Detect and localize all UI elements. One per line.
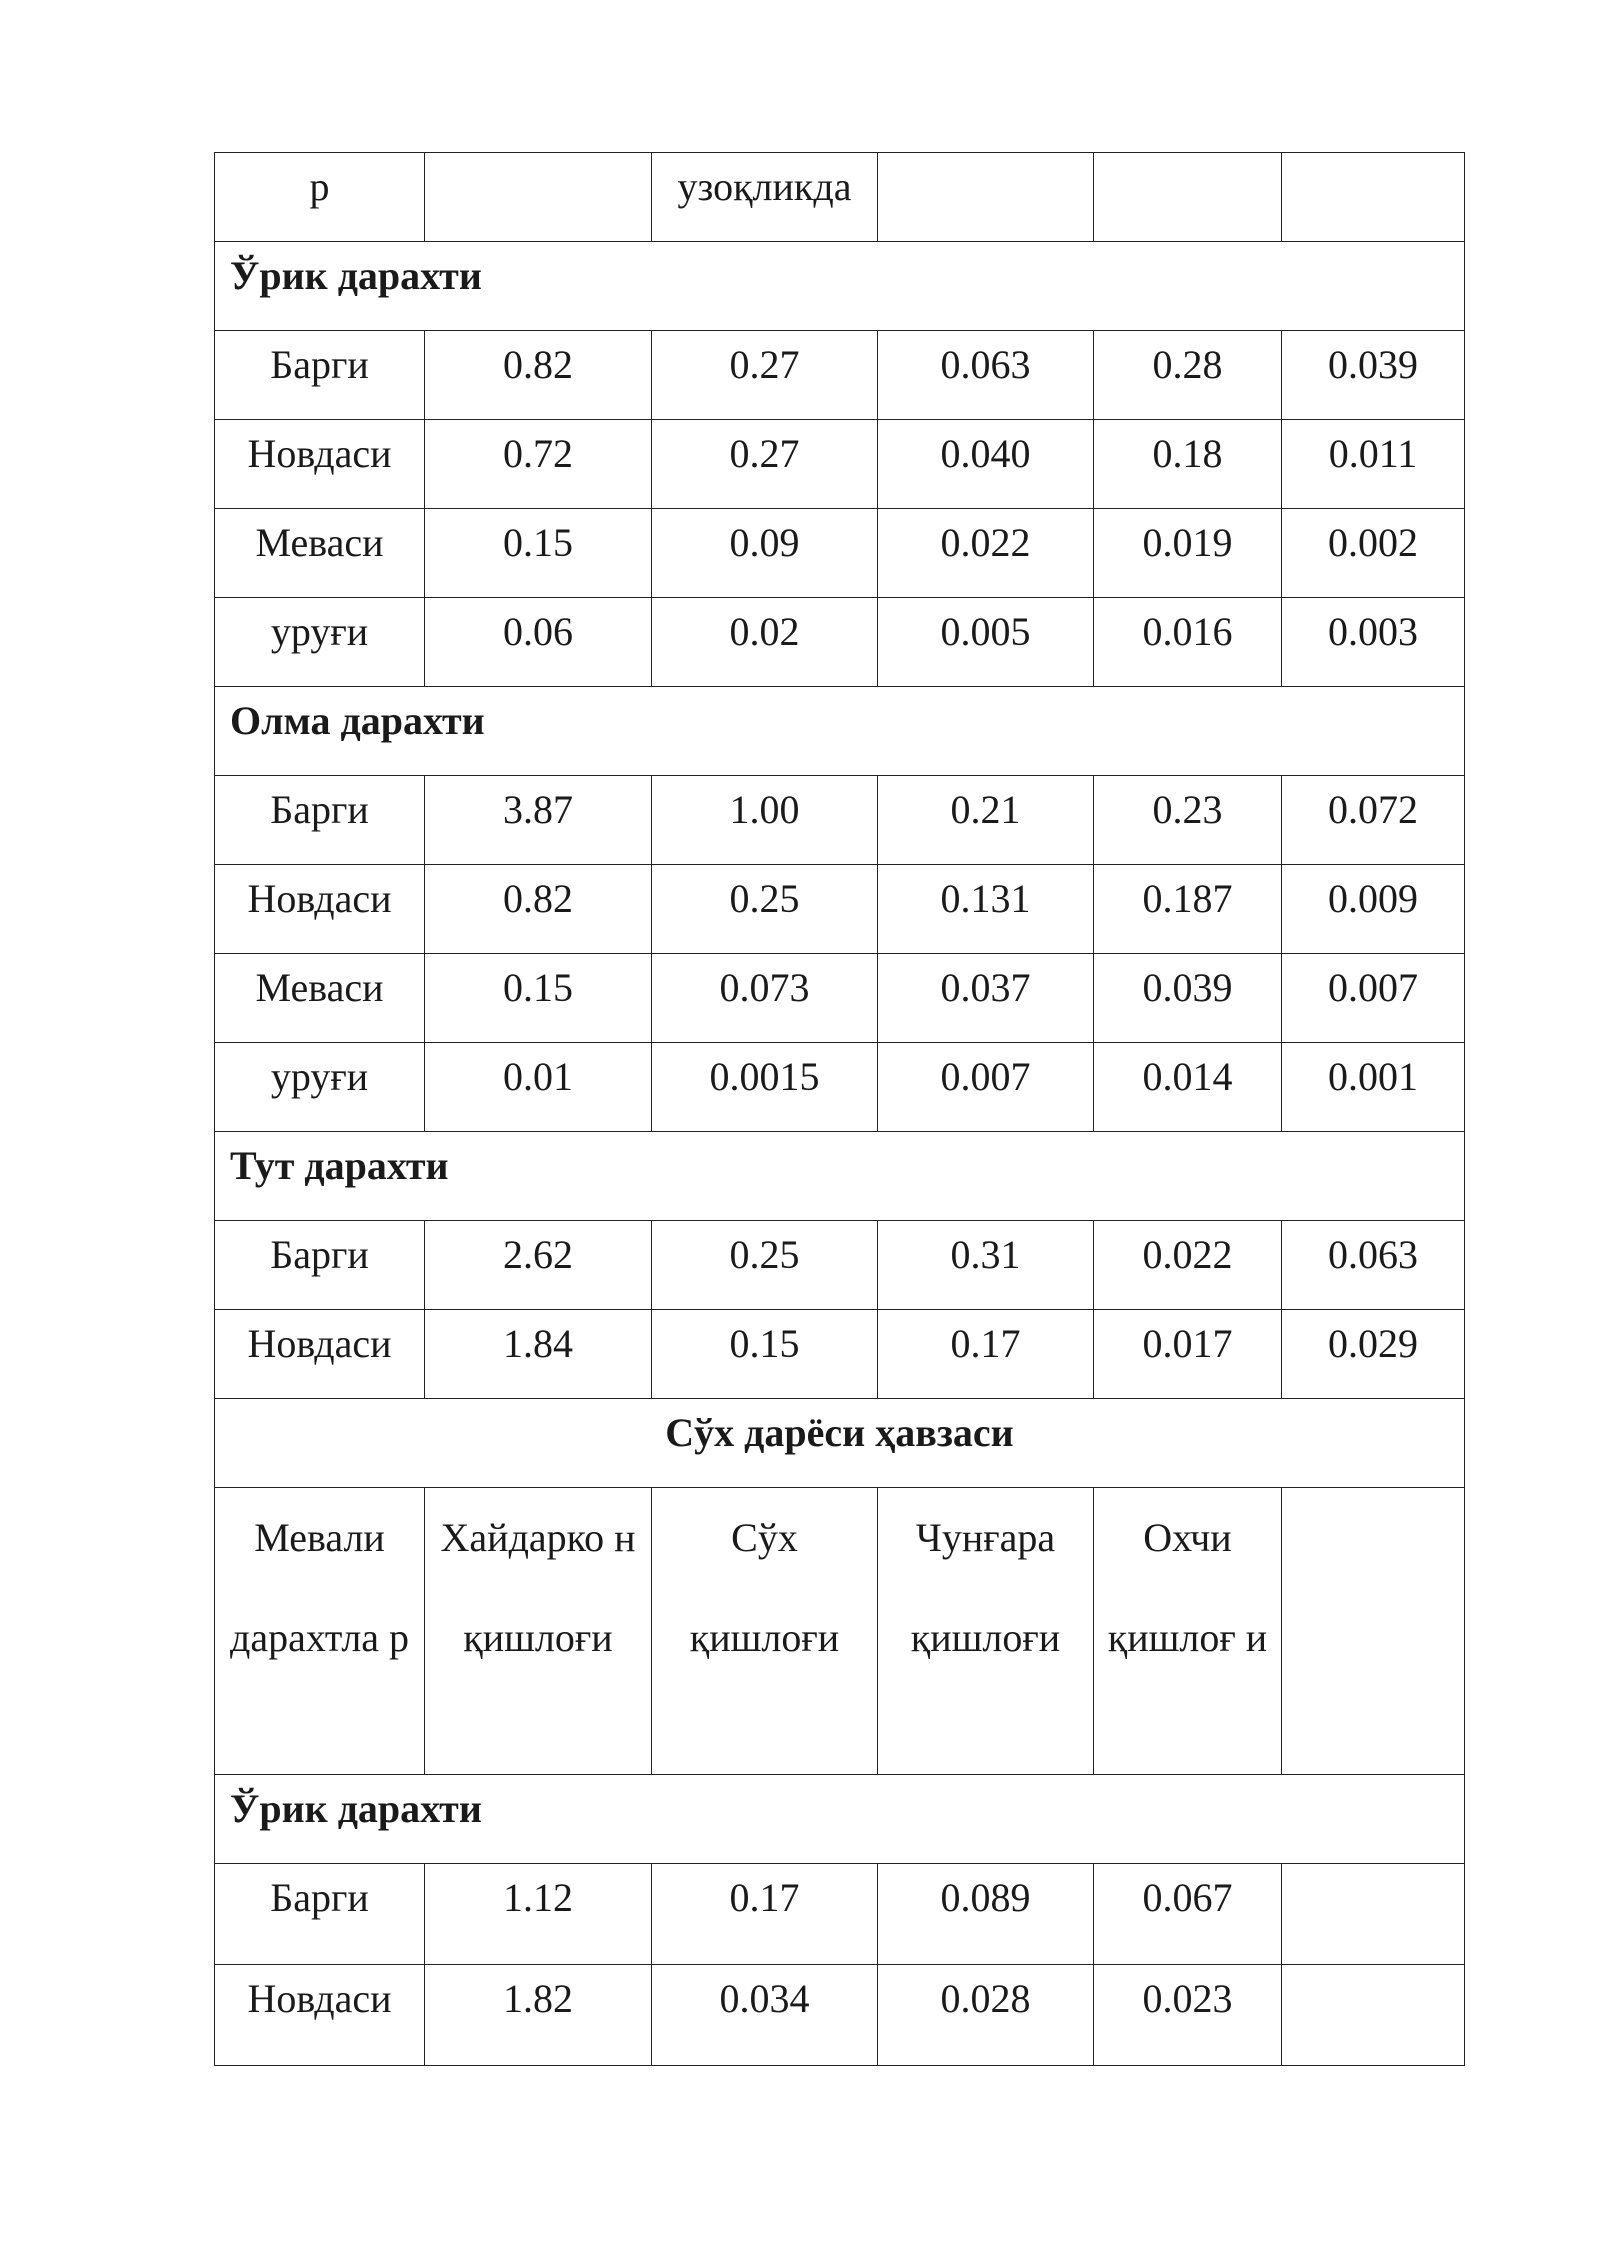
table-cell: 0.21 [878,776,1094,865]
table-cell: Барги [215,331,425,420]
table-row [215,1043,1465,1132]
table-row [215,1221,1465,1310]
table-cell: 0.28 [1094,331,1282,420]
table-cell: 0.15 [652,1310,878,1399]
table-cell: 0.002 [1282,509,1465,598]
table-cell: 0.17 [878,1310,1094,1399]
table-cell: 0.022 [1094,1221,1282,1310]
table-cell: 0.003 [1282,598,1465,687]
table-cell: 0.022 [878,509,1094,598]
table-cell: 1.84 [425,1310,652,1399]
table-cell: 0.72 [425,420,652,509]
table-row [215,776,1465,865]
table-cell: уруғи [215,1043,425,1132]
table-cell: 0.039 [1094,954,1282,1043]
table-cell: 0.029 [1282,1310,1465,1399]
column-header: Сўх қишлоғи [652,1488,878,1775]
table-cell: 0.067 [1094,1864,1282,1965]
table-cell: 0.09 [652,509,878,598]
basin-title: Сўх дарёси ҳавзаси [215,1399,1465,1488]
table-cell: 0.017 [1094,1310,1282,1399]
table-cell: 0.007 [878,1043,1094,1132]
table-cell: 0.18 [1094,420,1282,509]
table-cell: узоқликда [652,153,878,242]
table-cell: 0.039 [1282,331,1465,420]
table-cell [1282,1965,1465,2066]
table-cell: 0.23 [1094,776,1282,865]
basin-header-row [215,1488,1465,1775]
section-row [215,1775,1465,1864]
table-cell: р [215,153,425,242]
table-cell: Меваси [215,954,425,1043]
table-row [215,865,1465,954]
table-cell: 0.028 [878,1965,1094,2066]
table-cell: 0.02 [652,598,878,687]
table-cell: 0.009 [1282,865,1465,954]
section-title: Олма дарахти [215,687,1465,776]
table-cell: Новдаси [215,1310,425,1399]
table-cell: Новдаси [215,420,425,509]
table-cell: Барги [215,1221,425,1310]
table-cell: 0.001 [1282,1043,1465,1132]
table-cell: 0.019 [1094,509,1282,598]
table-cell: 0.187 [1094,865,1282,954]
table-cell: 3.87 [425,776,652,865]
table-cell: 0.037 [878,954,1094,1043]
table-cell: Новдаси [215,865,425,954]
table-cell: 0.007 [1282,954,1465,1043]
table-cell: Новдаси [215,1965,425,2066]
table-cell: 0.31 [878,1221,1094,1310]
table-cell: 0.06 [425,598,652,687]
table-cell: 0.25 [652,1221,878,1310]
table-cell: 0.15 [425,954,652,1043]
table-cell: 0.131 [878,865,1094,954]
table-cell: 0.014 [1094,1043,1282,1132]
table-cell: 0.25 [652,865,878,954]
table-cell: 0.005 [878,598,1094,687]
table-cell: 0.27 [652,331,878,420]
column-header [1282,1488,1465,1775]
table-cell: 0.27 [652,420,878,509]
table-row [215,331,1465,420]
table-cell: 0.063 [878,331,1094,420]
table-cell: Барги [215,776,425,865]
table-cell: 1.00 [652,776,878,865]
table-cell: 0.15 [425,509,652,598]
table-cell [878,153,1094,242]
table-cell [1282,153,1465,242]
table-cell: Барги [215,1864,425,1965]
data-table [214,152,1465,2066]
table-cell: Меваси [215,509,425,598]
table-row [215,1965,1465,2066]
table-cell: 0.0015 [652,1043,878,1132]
column-header: Хайдарко н қишлоғи [425,1488,652,1775]
table-row [215,420,1465,509]
table-cell: 1.82 [425,1965,652,2066]
section-row [215,242,1465,331]
basin-title-row [215,1399,1465,1488]
table-cell: 0.17 [652,1864,878,1965]
table-cell: 0.073 [652,954,878,1043]
table-row [215,509,1465,598]
table-cell: 0.82 [425,865,652,954]
table-cell: 0.016 [1094,598,1282,687]
table-cell: 0.01 [425,1043,652,1132]
table-cell: 0.023 [1094,1965,1282,2066]
table-row [215,1864,1465,1965]
section-row [215,1132,1465,1221]
table-row [215,954,1465,1043]
column-header: Охчи қишлоғ и [1094,1488,1282,1775]
table-cell [425,153,652,242]
section-title: Тут дарахти [215,1132,1465,1221]
column-header: Мевали дарахтла р [215,1488,425,1775]
table-cell: 0.089 [878,1864,1094,1965]
section-row [215,687,1465,776]
table-cell: 0.82 [425,331,652,420]
table-cell: уруғи [215,598,425,687]
table-cell: 2.62 [425,1221,652,1310]
table-cell: 1.12 [425,1864,652,1965]
table-row [215,1310,1465,1399]
section-title: Ўрик дарахти [215,1775,1465,1864]
table-cell: 0.034 [652,1965,878,2066]
table-cell [1094,153,1282,242]
table-cell: 0.063 [1282,1221,1465,1310]
table-cell: 0.040 [878,420,1094,509]
table-cell: 0.011 [1282,420,1465,509]
table-cell [1282,1864,1465,1965]
section-title: Ўрик дарахти [215,242,1465,331]
table-cell: 0.072 [1282,776,1465,865]
column-header: Чунғара қишлоғи [878,1488,1094,1775]
table-row [215,598,1465,687]
table-row-top [215,153,1465,242]
